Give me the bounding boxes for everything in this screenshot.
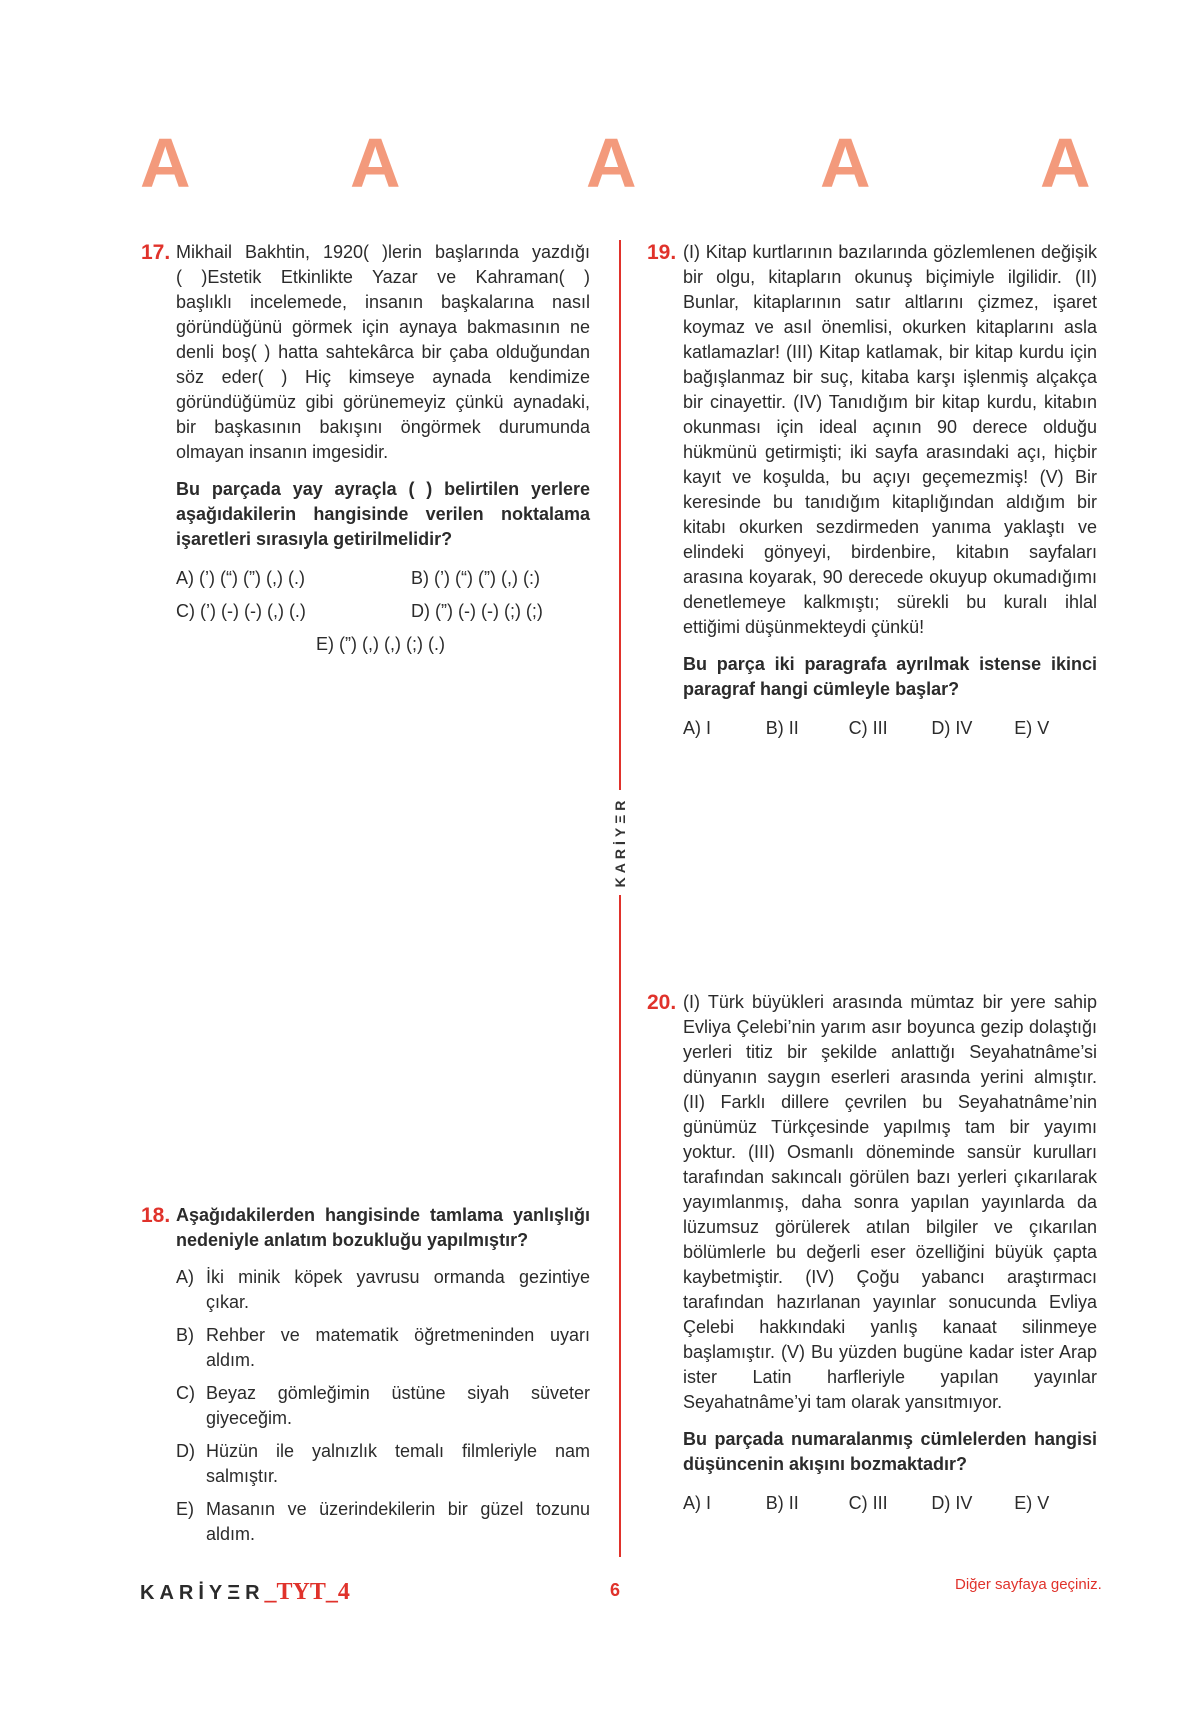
page-number: 6 <box>610 1580 621 1600</box>
exam-code: _TYT_4 <box>264 1579 350 1605</box>
option-a[interactable] <box>176 1265 590 1315</box>
column-divider-bottom <box>619 895 621 1557</box>
question-18 <box>176 1203 590 1555</box>
option-a[interactable]: A) I <box>683 718 712 738</box>
answer-sheet-letters <box>0 124 1200 202</box>
option-e[interactable]: E) V <box>1014 718 1050 738</box>
option-c[interactable]: C) (’) (-) (-) (,) (.) <box>176 601 306 621</box>
header-letter: A <box>820 124 871 202</box>
question-20-passage: (I) Türk büyükleri arasında mümtaz bir yere sahip Evliya Çelebi’nin yarım asır boyunca gezip dolaştığı yerleri titiz bir şekilde anlattığı Seyahatnâme’si dünyanın saygın eserleri arasında yerini almıştır. (II) Farklı dillere çevrilen bu Seyahatnâme’nin günümüz Türkçesinde yapılmış tam bir yayımı yoktur. (III) Osmanlı döneminde sansür kurulları tarafından sakıncalı görülen bazı yerleri çıkarılarak yayımlanmış, daha sonra yapılan yayınlarda da lüzumsuz görülerek atılan bilgiler ve çıkarılan bölümlerle bu değerli eser özelliğini büyük çapta kaybetmiştir. (IV) Çoğu yabancı araştırmacı tarafından hazırlanan yayınlar sonucunda Evliya Çelebi hakkındaki yanlış kanaat silinmeye başlamıştır. (V) Bu yüzden bugüne kadar ister Arap ister Latin harfleriyle yapılan yayınlar Seyahatnâme’yi tam olarak yansıtmıyor. <box>683 992 1097 1412</box>
question-17-passage <box>176 240 590 465</box>
option-letter: B) <box>176 1325 194 1345</box>
passage-line: olmayan insanın imgesidir. <box>176 442 389 462</box>
option-b[interactable]: B) II <box>765 718 799 738</box>
option-letter: E) <box>176 1499 194 1519</box>
question-20-options <box>683 1491 1097 1516</box>
option-b[interactable]: B) (’) (“) (”) (,) (:) <box>411 568 540 588</box>
kariyer-logo: KARİYΞR <box>140 1582 265 1604</box>
option-b[interactable]: B) II <box>765 1493 799 1513</box>
passage-line: bir başkasının bakışını öngörmek durumunda <box>176 417 590 437</box>
option-a[interactable]: A) (’) (“) (”) (,) (.) <box>176 568 305 588</box>
footer-brand <box>140 1577 350 1608</box>
question-19-number: 19. <box>647 241 677 264</box>
option-letter: A) <box>176 1267 194 1287</box>
option-text: Hüzün ile yalnızlık temalı filmleriyle nam salmıştır. <box>206 1441 590 1486</box>
passage-line: göründüğümüz gibi görünemeyiz çünkü aynadaki, <box>176 392 590 412</box>
option-c[interactable]: C) III <box>848 718 888 738</box>
option-e[interactable]: E) (”) (,) (,) (;) (.) <box>316 634 445 654</box>
option-text: Beyaz gömleğimin üstüne siyah süveter giyeceğim. <box>206 1383 590 1428</box>
question-19 <box>683 240 1097 741</box>
next-page-note: Diğer sayfaya geçiniz. <box>955 1576 1102 1593</box>
option-c[interactable]: C) III <box>848 1493 888 1513</box>
passage-line: göründüğünü görmek için aynaya bakmasının ne <box>176 317 590 337</box>
option-b[interactable] <box>176 1323 590 1373</box>
option-d[interactable] <box>176 1439 590 1489</box>
passage-line: başlıklı incelemede, insanın başkalarına nasıl <box>176 292 590 312</box>
option-text: Rehber ve matematik öğretmeninden uyarı aldım. <box>206 1325 590 1370</box>
question-17-number: 17. <box>141 241 171 264</box>
option-d[interactable]: D) IV <box>931 1493 973 1513</box>
option-c[interactable] <box>176 1381 590 1431</box>
kariyer-vertical-logo: KARİYΞR <box>612 796 628 888</box>
header-letter: A <box>586 124 637 202</box>
option-letter: D) <box>176 1441 195 1461</box>
option-e[interactable] <box>176 1497 590 1547</box>
question-18-number: 18. <box>141 1204 171 1227</box>
question-18-stem: Aşağıdakilerden hangisinde tamlama yanlışlığı nedeniyle anlatım bozukluğu yapılmıştır? <box>176 1205 590 1250</box>
header-letter: A <box>1040 124 1091 202</box>
question-17-stem: Bu parçada yay ayraçla ( ) belirtilen yerlere aşağıdakilerin hangisinde verilen noktalama işaretleri sırasıyla getirilmelidir? <box>176 479 590 549</box>
question-19-stem: Bu parça iki paragrafa ayrılmak istense ikinci paragraf hangi cümleyle başlar? <box>683 654 1097 699</box>
question-17 <box>176 240 590 657</box>
question-18-options <box>176 1265 590 1547</box>
option-a[interactable]: A) I <box>683 1493 712 1513</box>
question-20 <box>683 990 1097 1516</box>
passage-line: Mikhail Bakhtin, 1920( )lerin başlarında yazdığı <box>176 242 590 262</box>
question-20-number: 20. <box>647 991 677 1014</box>
passage-line: söz eder( ) Hiç kimseye aynada kendimize <box>176 367 590 387</box>
question-20-stem: Bu parçada numaralanmış cümlelerden hangisi düşüncenin akışını bozmaktadır? <box>683 1429 1097 1474</box>
passage-line: denli boş( ) hatta sahtekârca bir çaba olduğundan <box>176 342 590 362</box>
option-d[interactable]: D) IV <box>931 718 973 738</box>
header-letter: A <box>140 124 191 202</box>
question-19-passage: (I) Kitap kurtlarının bazılarında gözlemlenen değişik bir olgu, kitapların okunuş biçimiyle ilgilidir. (II) Bunlar, kitaplarının satır altlarını çizmez, işaret koymaz ve asıl önemlisi, okurken kitaplarını asla katlamazlar! (III) Kitap katlamak, bir kitap kurdu için bağışlanmaz bir suç, kitaba karşı işlenmiş alçakça bir cinayettir. (IV) Tanıdığım bir kitap kurdu, kitabın okunması için ideal açının 90 derece olduğu hükmünü getirmişti; iki sayfa arasındaki açı, hiçbir kayıt ve koşulda, bu açıyı geçemezmiş! (V) Bir keresinde bu tanıdığım kitaplığından aldığım bir kitabı okurken sezdirmeden yanıma yaklaştı ve elindeki gönyeyi, birdenbire, kitabın sayfaları arasına koyarak, 90 derecede okuyup okumadığımı denetlemeye kalkmıştı; sürekli bu kuralı ihlal ettiğimi düşünmekteydi çünkü! <box>683 242 1097 637</box>
header-letter: A <box>350 124 401 202</box>
column-divider-top <box>619 240 621 790</box>
option-d[interactable]: D) (”) (-) (-) (;) (;) <box>411 601 543 621</box>
option-letter: C) <box>176 1383 195 1403</box>
question-19-options <box>683 716 1097 741</box>
passage-line: ( )Estetik Etkinlikte Yazar ve Kahraman( ) <box>176 267 590 287</box>
option-text: İki minik köpek yavrusu ormanda gezintiye çıkar. <box>206 1267 590 1312</box>
question-17-options <box>176 566 590 624</box>
option-e[interactable]: E) V <box>1014 1493 1050 1513</box>
option-text: Masanın ve üzerindekilerin bir güzel tozunu aldım. <box>206 1499 590 1544</box>
